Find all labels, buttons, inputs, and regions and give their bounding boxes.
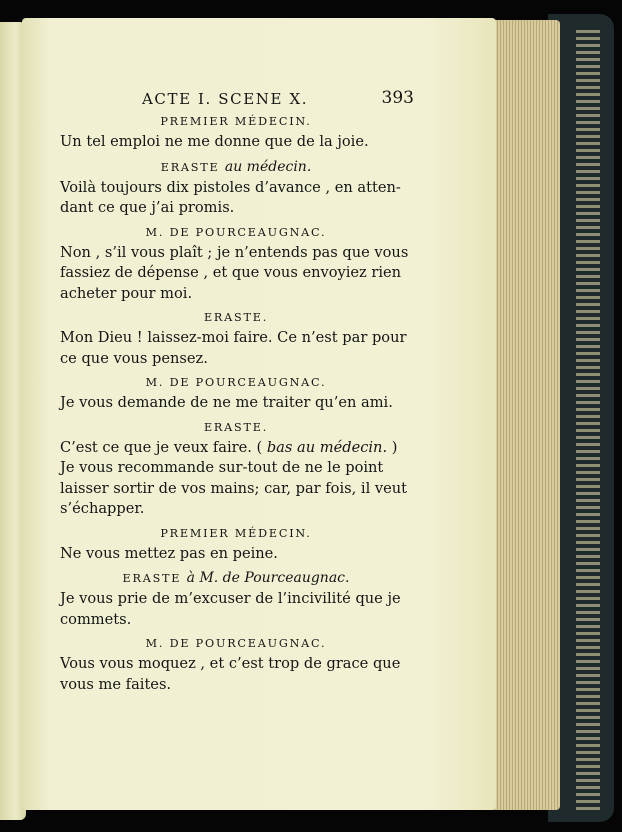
stage-direction: à M. de Pourceaugnac. — [186, 570, 350, 586]
page-edges — [488, 20, 560, 810]
speech-line: Ne vous mettez pas en peine. — [60, 544, 278, 562]
speaker-name — [60, 524, 412, 544]
speech-text: ) — [387, 438, 398, 456]
speech-line: Un tel emploi ne me donne que de la joie. — [60, 133, 369, 150]
speaker-name — [60, 157, 412, 178]
page-text — [60, 88, 412, 699]
speech-line: Je vous prie de m’excuser de l’incivilité que je — [60, 590, 401, 607]
running-head: ACTE I. SCENE X. — [142, 90, 309, 108]
speaker-label: M. DE POURCEAUGNAC. — [145, 376, 327, 389]
speech-line: Vous vous moquez , et c’est trop de grace que — [60, 655, 401, 672]
speaker-name — [60, 634, 412, 654]
speech-line: Mon Dieu ! laissez-moi faire. Ce n’est par pour — [60, 329, 407, 346]
speech-line: ce que vous pensez. — [60, 349, 208, 367]
speech-line: Je vous demande de ne me traiter qu’en ami. — [60, 394, 393, 411]
speaker-label: PREMIER MÉDECIN. — [160, 526, 312, 540]
speech-line — [60, 438, 412, 459]
speaker-name — [60, 308, 412, 328]
dialogue-body — [60, 112, 412, 699]
speech-text: C’est ce que je veux faire. ( — [60, 438, 267, 456]
speaker-label: ERASTE — [122, 572, 182, 585]
speaker-name — [60, 373, 412, 393]
speech-line: vous me faites. — [60, 675, 172, 693]
running-header — [60, 88, 412, 112]
speech-line: laisser sortir de vos mains; car, par fois, il veut — [60, 479, 408, 497]
speech-line: Je vous recommande sur-tout de ne le point — [60, 459, 384, 476]
page-number: 393 — [381, 88, 414, 108]
book-page — [22, 18, 496, 810]
block-gap — [60, 695, 412, 699]
speaker-label: ERASTE. — [203, 420, 269, 434]
speech-line: dant ce que j’ai promis. — [60, 199, 235, 216]
speech-line: Voilà toujours dix pistoles d’avance , en atten- — [60, 178, 401, 196]
speaker-name — [60, 223, 412, 243]
greek-key-border — [576, 30, 600, 810]
speaker-name — [60, 112, 412, 132]
aside-direction: bas au médecin. — [266, 438, 388, 456]
speaker-name — [60, 418, 412, 438]
speaker-label: ERASTE — [160, 160, 220, 174]
speech-line: commets. — [60, 610, 132, 628]
speech-line: acheter pour moi. — [60, 284, 193, 302]
speaker-label: M. DE POURCEAUGNAC. — [145, 225, 327, 239]
speech-line: fassiez de dépense , et que vous envoyiez rien — [60, 264, 402, 281]
speaker-label: ERASTE. — [203, 311, 269, 324]
speaker-name — [60, 568, 412, 589]
speaker-label: M. DE POURCEAUGNAC. — [145, 637, 327, 650]
speech-line: Non , s’il vous plaît ; je n’entends pas que vous — [60, 243, 409, 261]
stage-direction: au médecin. — [224, 158, 312, 175]
speaker-label: PREMIER MÉDECIN. — [160, 115, 312, 128]
speech-line: s’échapper. — [60, 500, 145, 517]
